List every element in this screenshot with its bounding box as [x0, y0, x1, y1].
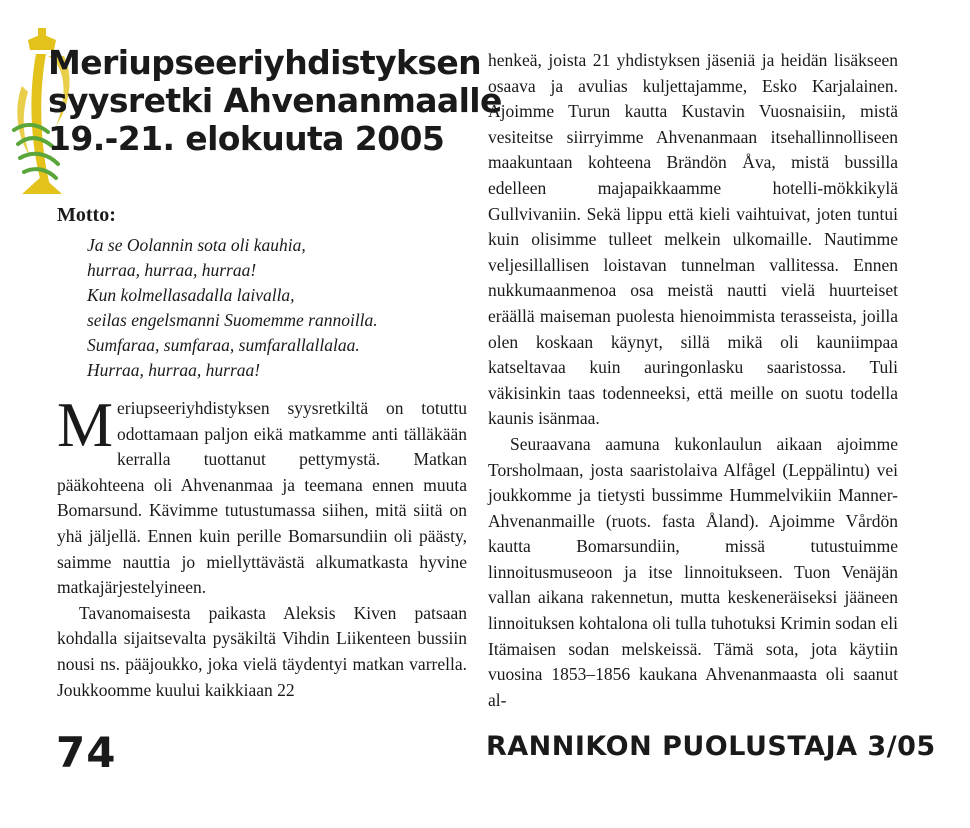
paragraph-2-text-continued: henkeä, joista 21 yhdistyksen jäseniä ja heidän lisäkseen osaava ja avulias kuljettajamme, Esko Karjalainen. Ajoimme Turun kautta Kustavin Vuosnaisiin, mistä vesiteitse siirryimme Ahvenanmaan itsehallinnolliseen maakuntaan kohteena Brändön Åva, mistä bussilla edelleen majapaikkaamme hotelli-mökkikylä Gullvivaniin. Sekä lippu että kieli vaihtuivat, joten tuntui kuin olisimme tulleet melkein ulkomaille. Nautimme veljesillallisen loistavan tunnelman vallitessa. Ennen nukkumaanmenoa osa meistä nautti vielä huurteiset eräällä maiseman puolesta hienoimmista terasseista, joilla olen koskaan käynyt, sillä mikä oli kauniimpaa katseltavaa kuin auringonlasku saaristossa. Tuli väkisinkin taas todenneeksi, että meille on suotu todella kaunis isänmaa. [488, 50, 898, 429]
motto-block [57, 204, 477, 383]
title-line-2: syysretki Ahvenanmaalle [48, 81, 502, 120]
paragraph-1 [57, 390, 467, 601]
paragraph-2-continued [488, 48, 898, 432]
article-column-left [57, 390, 467, 703]
motto-line: Hurraa, hurraa, hurraa! [87, 360, 261, 380]
paragraph-3: Seuraavana aamuna kukonlaulun aikaan ajoimme Torsholmaan, josta saaristolaiva Alfågel (Leppälintu) vei joukkomme ja tietysti bussimme Hummelvikiin Manner-Ahvenanmaille (ruots. fasta Åland). Ajoimme Vårdön kautta Bomarsundiin, missä tutustuimme linnoitusmuseoon ja itse linnoitukseen. Tuon Venäjän vallan aikana rakennetun, mutta keskeneräiseksi jääneen linnoituksen kohtalona oli tulla tuhotuksi Krimin sodan eli Itämaisen sodan melskeissä. Tämä sota, jota käytiin vuosina 1853–1856 kaukana Ahvenanmaasta oli saanut al- [488, 433, 898, 710]
magazine-name: RANNIKON PUOLUSTAJA 3/05 [486, 731, 936, 762]
motto-line: hurraa, hurraa, hurraa! [87, 260, 257, 280]
article-column-right [488, 48, 898, 713]
page-number: 74 [56, 728, 117, 777]
drop-cap: M [57, 390, 114, 460]
motto-poem [87, 233, 477, 383]
article-title [48, 43, 502, 158]
paragraph-2-start [57, 601, 467, 703]
title-line-1: Meriupseeriyhdistyksen [48, 43, 482, 82]
motto-label: Motto: [57, 204, 116, 226]
paragraph-2-text: Tavanomaisesta paikasta Aleksis Kiven patsaan kohdalla sijaitsevalta pysäkiltä Vihdin Liikenteen bussiin nousi ns. pääjoukko, joka vielä täydentyi matkan varrella. Joukkoomme kuului kaikkiaan 22 [57, 602, 467, 700]
paragraph-1-text: eriupseeriyhdistyksen syysretkiltä on totuttu odottamaan paljon eikä matkamme anti tälläkään kerralla tuottanut pettymystä. Matkan pääkohteena oli Ahvenanmaa ja teemana ennen muuta Bomarsund. Kävimme tutustumassa siihen, mitä siitä on yhä jäljellä. Ennen kuin perille Bomarsundiin oli päästy, saimme nauttia jo miellyttävästä alkumatkasta hyvine matkajärjestelyineen. [57, 398, 467, 598]
title-line-3: 19.-21. elokuuta 2005 [48, 119, 445, 158]
motto-line: seilas engelsmanni Suomemme rannoilla. [87, 310, 378, 330]
motto-line: Ja se Oolannin sota oli kauhia, [87, 235, 306, 255]
motto-line: Sumfaraa, sumfaraa, sumfarallallalaa. [87, 335, 360, 355]
motto-line: Kun kolmellasadalla laivalla, [87, 285, 295, 305]
